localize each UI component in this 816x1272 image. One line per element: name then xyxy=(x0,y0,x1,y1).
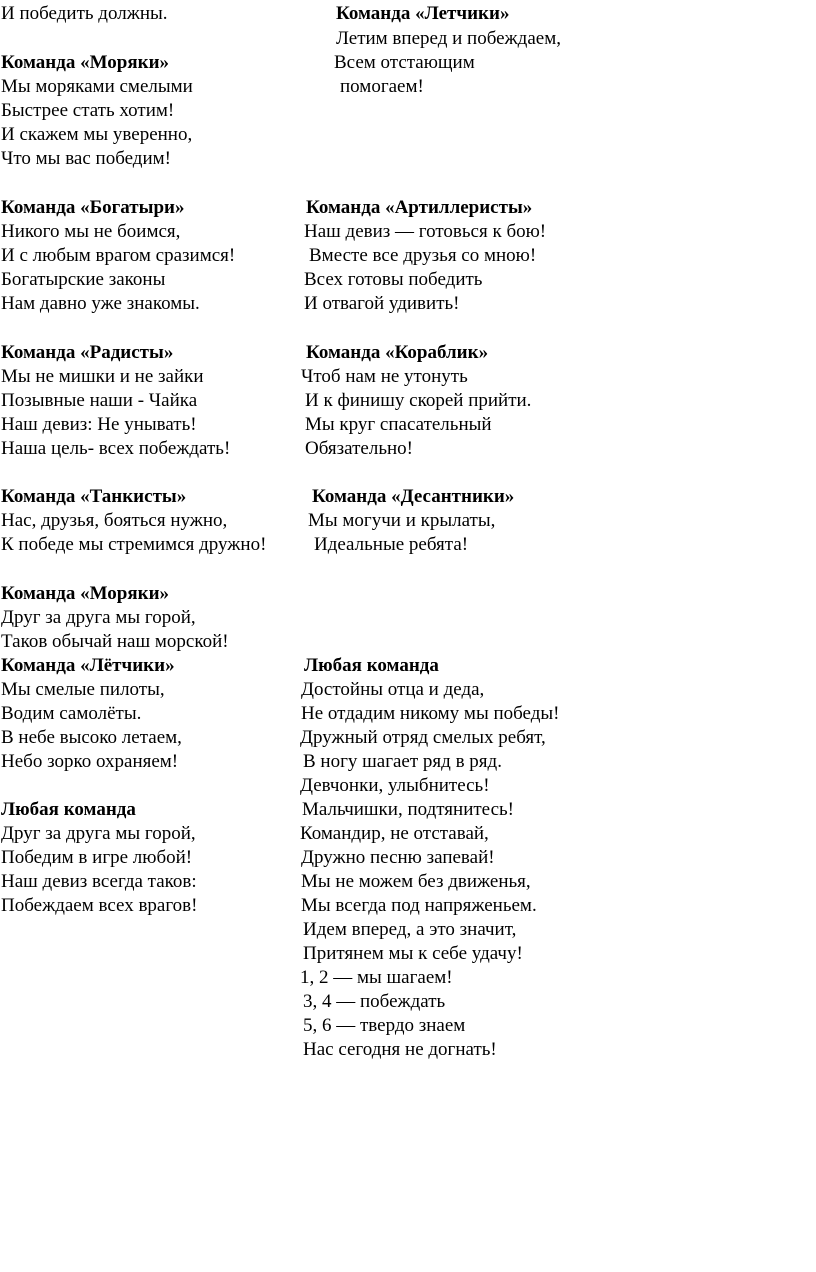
team-heading: Любая команда xyxy=(304,655,439,676)
text-line: Мальчишки, подтянитесь! xyxy=(302,799,514,820)
text-line: 1, 2 — мы шагаем! xyxy=(300,967,453,988)
text-line: Обязательно! xyxy=(305,438,413,459)
text-line: В небе высоко летаем, xyxy=(1,727,182,748)
text-line: помогаем! xyxy=(340,76,424,97)
text-line: Что мы вас победим! xyxy=(1,148,171,169)
text-line: Дружный отряд смелых ребят, xyxy=(300,727,546,748)
text-line: Таков обычай наш морской! xyxy=(1,631,229,652)
text-line: Наш девиз всегда таков: xyxy=(1,871,197,892)
text-line: Наш девиз: Не унывать! xyxy=(1,414,197,435)
text-line: Мы могучи и крылаты, xyxy=(308,510,496,531)
text-line: И победить должны. xyxy=(1,3,168,24)
text-line: Девчонки, улыбнитесь! xyxy=(300,775,490,796)
text-line: Идеальные ребята! xyxy=(314,534,469,555)
text-line: Мы не мишки и не зайки xyxy=(1,366,204,387)
text-line: Друг за друга мы горой, xyxy=(1,607,196,628)
text-line: Победим в игре любой! xyxy=(1,847,193,868)
team-heading: Команда «Танкисты» xyxy=(1,486,187,507)
text-line: Притянем мы к себе удачу! xyxy=(303,943,523,964)
text-line: Мы смелые пилоты, xyxy=(1,679,165,700)
text-line: Нас, друзья, бояться нужно, xyxy=(1,510,228,531)
text-line: Небо зорко охраняем! xyxy=(1,751,179,772)
text-line: 3, 4 — побеждать xyxy=(303,991,446,1012)
team-heading: Команда «Кораблик» xyxy=(306,342,489,363)
team-heading: Команда «Радисты» xyxy=(1,342,174,363)
text-line: Быстрее стать хотим! xyxy=(1,100,175,121)
text-line: Друг за друга мы горой, xyxy=(1,823,196,844)
text-line: Никого мы не боимся, xyxy=(1,221,181,242)
team-heading: Команда «Летчики» xyxy=(336,3,510,24)
text-line: И отвагой удивить! xyxy=(304,293,460,314)
text-line: Водим самолёты. xyxy=(1,703,142,724)
team-heading: Любая команда xyxy=(1,799,136,820)
text-line: Мы всегда под напряженьем. xyxy=(301,895,537,916)
text-line: Дружно песню запевай! xyxy=(301,847,495,868)
text-line: В ногу шагает ряд в ряд. xyxy=(303,751,502,772)
team-heading: Команда «Артиллеристы» xyxy=(306,197,533,218)
text-line: Позывные наши - Чайка xyxy=(1,390,198,411)
text-line: Нас сегодня не догнать! xyxy=(303,1039,497,1060)
text-line: Летим вперед и побеждаем, xyxy=(336,28,561,49)
text-line: И к финишу скорей прийти. xyxy=(305,390,532,411)
team-heading: Команда «Лётчики» xyxy=(1,655,175,676)
text-line: Наш девиз — готовься к бою! xyxy=(304,221,547,242)
text-line: Мы круг спасательный xyxy=(305,414,492,435)
text-line: Чтоб нам не утонуть xyxy=(301,366,468,387)
team-heading: Команда «Десантники» xyxy=(312,486,515,507)
text-line: Командир, не отставай, xyxy=(300,823,489,844)
text-line: К победе мы стремимся дружно! xyxy=(1,534,267,555)
team-heading: Команда «Моряки» xyxy=(1,583,170,604)
text-line: И скажем мы уверенно, xyxy=(1,124,193,145)
text-line: Всем отстающим xyxy=(334,52,475,73)
text-line: 5, 6 — твердо знаем xyxy=(303,1015,466,1036)
team-heading: Команда «Моряки» xyxy=(1,52,170,73)
text-line: Наша цель- всех побеждать! xyxy=(1,438,231,459)
text-line: Не отдадим никому мы победы! xyxy=(301,703,560,724)
text-line: Всех готовы победить xyxy=(304,269,483,290)
text-line: Богатырские законы xyxy=(1,269,166,290)
text-line: Мы моряками смелыми xyxy=(1,76,193,97)
text-line: Побеждаем всех врагов! xyxy=(1,895,198,916)
text-line: Идем вперед, а это значит, xyxy=(303,919,517,940)
text-line: И с любым врагом сразимся! xyxy=(1,245,236,266)
text-line: Достойны отца и деда, xyxy=(301,679,485,700)
text-line: Вместе все друзья со мною! xyxy=(309,245,537,266)
team-heading: Команда «Богатыри» xyxy=(1,197,185,218)
text-line: Нам давно уже знакомы. xyxy=(1,293,200,314)
text-line: Мы не можем без движенья, xyxy=(301,871,531,892)
